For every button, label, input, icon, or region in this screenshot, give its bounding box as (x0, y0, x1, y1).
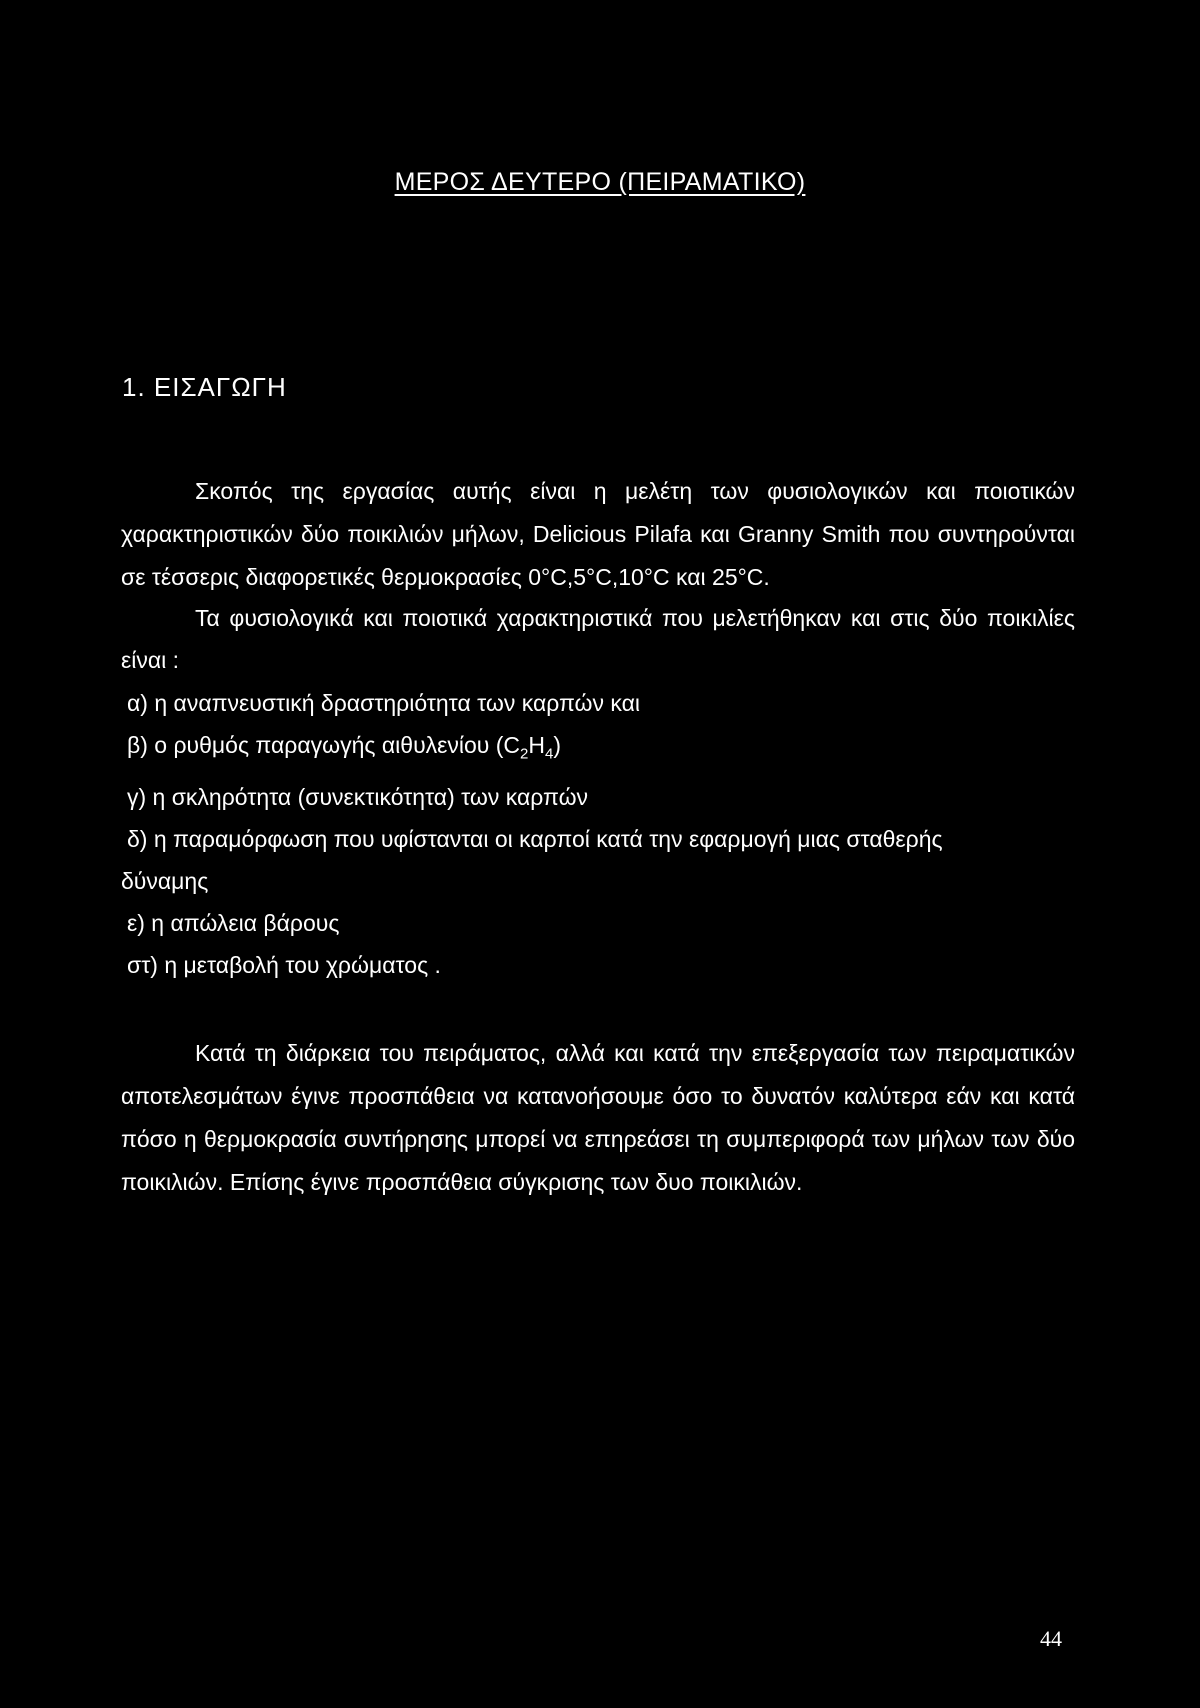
list-item: α) η αναπνευστική δραστηριότητα των καρπών και (127, 690, 641, 716)
list-item-continuation: δύναμης (121, 867, 209, 894)
characteristics-intro: Τα φυσιολογικά και ποιοτικά χαρακτηριστικά που μελετήθηκαν και στις δύο ποικιλίες είναι : (121, 605, 1075, 673)
list-item: στ) η μεταβολή του χρώματος . (127, 951, 441, 978)
list-item: ε) η απώλεια βάρους (127, 909, 340, 936)
page-number: 44 (1040, 1626, 1062, 1651)
page-heading: ΜΕΡΟΣ ΔΕΥΤΕΡΟ (ΠΕΙΡΑΜΑΤΙΚΟ) (394, 168, 806, 196)
characteristics-list (121, 682, 1081, 986)
list-item: γ) η σκληρότητα (συνεκτικότητα) των καρπών (127, 783, 589, 810)
list-item: δ) η παραμόρφωση που υφίστανται οι καρποί κατά την εφαρμογή μιας σταθερής (127, 825, 943, 852)
method-paragraph: Κατά τη διάρκεια του πειράματος, αλλά και κατά την επεξεργασία των πειραματικών αποτελεσμάτων έγινε προσπάθεια να κατανοήσουμε όσο το δυνατόν καλύτερα εάν και κατά πόσο η θερμοκρασία συντήρησης μπορεί να επηρεάσει τη συμπεριφορά των μήλων των δύο ποικιλιών. Επίσης έγινε προσπάθεια σύγκρισης των δυο ποικιλιών. (121, 1040, 1075, 1195)
section-title: 1. ΕΙΣΑΓΩΓΗ (122, 372, 287, 402)
intro-paragraph: Σκοπός της εργασίας αυτής είναι η μελέτη των φυσιολογικών και ποιοτικών χαρακτηριστικών δύο ποικιλιών μήλων, Delicious Pilafa και Granny Smith που συντηρούνται σε τέσσερις διαφορετικές θερμοκρασίες 0°C,5°C,10°C και 25°C. (121, 478, 1075, 590)
list-item: β) ο ρυθμός παραγωγής αιθυλενίου $(C_2H_4)$ (127, 732, 562, 763)
